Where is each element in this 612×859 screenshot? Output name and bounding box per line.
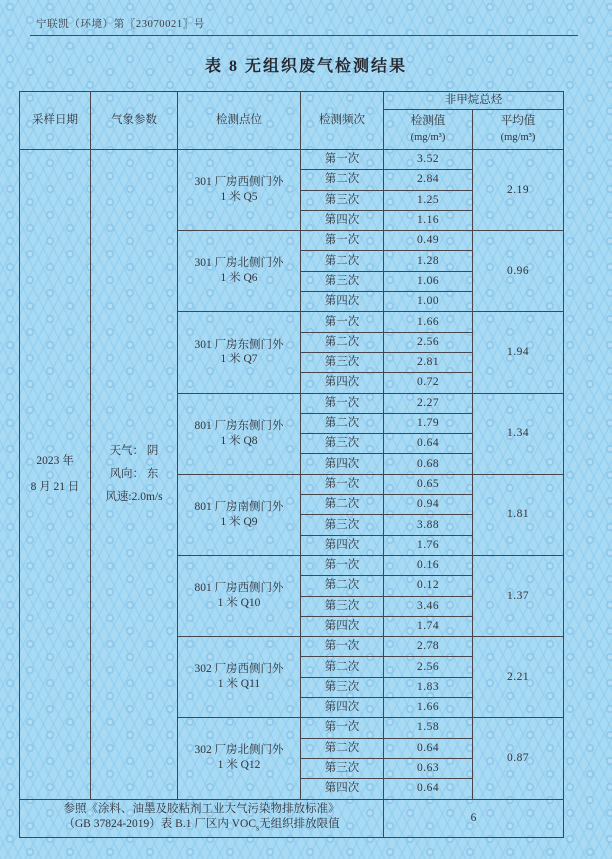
- value-cell: 1.83: [384, 677, 473, 697]
- value-cell: 2.81: [384, 352, 473, 372]
- footnote-line2-pre: （GB 37824-2019）表 B.1 厂区内 VOC: [63, 818, 256, 831]
- frequency-cell: 第二次: [301, 170, 384, 190]
- value-cell: 0.68: [384, 454, 473, 474]
- value-cell: 1.00: [384, 292, 473, 312]
- frequency-cell: 第四次: [301, 616, 384, 636]
- location-cell-q12: [178, 718, 301, 799]
- value-cell: 1.16: [384, 210, 473, 230]
- value-cell: 2.78: [384, 637, 473, 657]
- location-cell-q6: [178, 231, 301, 312]
- header-frequency: 检测频次: [301, 92, 384, 150]
- weather-line3: 风速:2.0m/s: [105, 490, 163, 503]
- header-measured-value-unit: (mg/m³): [410, 132, 446, 144]
- value-cell: 0.63: [384, 758, 473, 778]
- frequency-cell: 第三次: [301, 352, 384, 372]
- frequency-cell: 第二次: [301, 738, 384, 758]
- frequency-cell: 第三次: [301, 190, 384, 210]
- location-line2: 1 米 Q12: [217, 759, 261, 772]
- location-line1: 801 厂房东侧门外: [194, 419, 284, 432]
- footnote-cell: [20, 799, 384, 837]
- header-average-value-unit: (mg/m³): [500, 132, 536, 144]
- location-line2: 1 米 Q5: [220, 191, 258, 204]
- location-line1: 302 厂房西侧门外: [194, 663, 284, 676]
- header-location: 检测点位: [178, 92, 301, 150]
- average-cell-q7: 1.94: [473, 312, 564, 393]
- location-cell-q7: [178, 312, 301, 393]
- footnote-line1: 参照《涂料、油墨及胶粘剂工业大气污染物排放标准》: [63, 803, 340, 816]
- value-cell: 0.64: [384, 738, 473, 758]
- frequency-cell: 第三次: [301, 271, 384, 291]
- value-cell: 1.58: [384, 718, 473, 738]
- value-cell: 0.65: [384, 474, 473, 494]
- location-cell-q5: [178, 150, 301, 231]
- frequency-cell: 第四次: [301, 210, 384, 230]
- value-cell: 0.49: [384, 231, 473, 251]
- value-cell: 2.56: [384, 332, 473, 352]
- value-cell: 1.25: [384, 190, 473, 210]
- average-cell-q10: 1.37: [473, 555, 564, 636]
- results-table: [19, 91, 564, 838]
- frequency-cell: 第一次: [301, 393, 384, 413]
- location-line2: 1 米 Q11: [217, 678, 261, 691]
- average-cell-q12: 0.87: [473, 718, 564, 799]
- footnote-line2: [20, 817, 383, 834]
- frequency-cell: 第四次: [301, 535, 384, 555]
- location-line1: 301 厂房西侧门外: [194, 176, 284, 189]
- footnote-line2-post: 无组织排放限值: [259, 818, 340, 831]
- frequency-cell: 第四次: [301, 373, 384, 393]
- frequency-cell: 第一次: [301, 474, 384, 494]
- weather-line1: 天气： 阴: [109, 444, 159, 457]
- value-cell: 1.66: [384, 698, 473, 718]
- frequency-cell: 第一次: [301, 718, 384, 738]
- location-line1: 302 厂房北侧门外: [194, 744, 284, 757]
- value-cell: 1.76: [384, 535, 473, 555]
- average-cell-q11: 2.21: [473, 637, 564, 718]
- header-pollutant-group: 非甲烷总烃: [384, 92, 564, 110]
- value-cell: 3.88: [384, 515, 473, 535]
- value-cell: 2.27: [384, 393, 473, 413]
- average-cell-q6: 0.96: [473, 231, 564, 312]
- value-cell: 2.84: [384, 170, 473, 190]
- frequency-cell: 第一次: [301, 312, 384, 332]
- header-sampling-date: 采样日期: [20, 92, 91, 150]
- frequency-cell: 第四次: [301, 292, 384, 312]
- vocs-subscript: s: [256, 823, 260, 833]
- value-cell: 2.56: [384, 657, 473, 677]
- sampling-date-line1: 2023 年: [36, 454, 74, 467]
- value-cell: 1.28: [384, 251, 473, 271]
- value-cell: 3.52: [384, 150, 473, 170]
- header-average-value-label: 平均值: [500, 115, 536, 128]
- location-cell-q8: [178, 393, 301, 474]
- location-cell-q10: [178, 555, 301, 636]
- average-cell-q5: 2.19: [473, 150, 564, 231]
- sampling-date-cell: [20, 150, 91, 800]
- frequency-cell: 第三次: [301, 434, 384, 454]
- frequency-cell: 第二次: [301, 251, 384, 271]
- weather-line2: 风向： 东: [109, 467, 159, 480]
- value-cell: 1.66: [384, 312, 473, 332]
- frequency-cell: 第四次: [301, 779, 384, 799]
- location-line2: 1 米 Q10: [217, 597, 261, 610]
- average-cell-q9: 1.81: [473, 474, 564, 555]
- location-line2: 1 米 Q9: [220, 515, 258, 528]
- frequency-cell: 第一次: [301, 231, 384, 251]
- frequency-cell: 第三次: [301, 677, 384, 697]
- header-weather-params: 气象参数: [91, 92, 178, 150]
- value-cell: 1.74: [384, 616, 473, 636]
- value-cell: 1.79: [384, 413, 473, 433]
- value-cell: 1.06: [384, 271, 473, 291]
- frequency-cell: 第二次: [301, 576, 384, 596]
- frequency-cell: 第一次: [301, 150, 384, 170]
- average-cell-q8: 1.34: [473, 393, 564, 474]
- table-title: 表 8 无组织废气检测结果: [204, 58, 407, 75]
- sampling-date-line2: 8 月 21 日: [30, 481, 80, 494]
- value-cell: 0.72: [384, 373, 473, 393]
- location-line2: 1 米 Q6: [220, 272, 258, 285]
- value-cell: 0.16: [384, 555, 473, 575]
- frequency-cell: 第三次: [301, 758, 384, 778]
- frequency-cell: 第二次: [301, 413, 384, 433]
- value-cell: 0.64: [384, 779, 473, 799]
- location-cell-q9: [178, 474, 301, 555]
- location-line1: 301 厂房北侧门外: [194, 257, 284, 270]
- location-line2: 1 米 Q7: [220, 353, 258, 366]
- frequency-cell: 第二次: [301, 495, 384, 515]
- frequency-cell: 第一次: [301, 555, 384, 575]
- frequency-cell: 第三次: [301, 596, 384, 616]
- report-number: 宁联凯（环境）第〖23070021〗号: [36, 19, 205, 30]
- frequency-cell: 第四次: [301, 454, 384, 474]
- frequency-cell: 第二次: [301, 657, 384, 677]
- page-number: 6: [384, 799, 564, 837]
- location-line1: 301 厂房东侧门外: [194, 338, 284, 351]
- value-cell: 0.94: [384, 495, 473, 515]
- location-line1: 801 厂房南侧门外: [194, 500, 284, 513]
- frequency-cell: 第三次: [301, 515, 384, 535]
- location-cell-q11: [178, 637, 301, 718]
- value-cell: 3.46: [384, 596, 473, 616]
- value-cell: 0.12: [384, 576, 473, 596]
- header-average-value: [473, 110, 564, 150]
- weather-cell: [91, 150, 178, 800]
- header-divider: [30, 35, 578, 36]
- frequency-cell: 第二次: [301, 332, 384, 352]
- location-line1: 801 厂房西侧门外: [194, 582, 284, 595]
- location-line2: 1 米 Q8: [220, 434, 258, 447]
- header-measured-value-label: 检测值: [410, 115, 446, 128]
- value-cell: 0.64: [384, 434, 473, 454]
- header-measured-value: [384, 110, 473, 150]
- frequency-cell: 第四次: [301, 698, 384, 718]
- frequency-cell: 第一次: [301, 637, 384, 657]
